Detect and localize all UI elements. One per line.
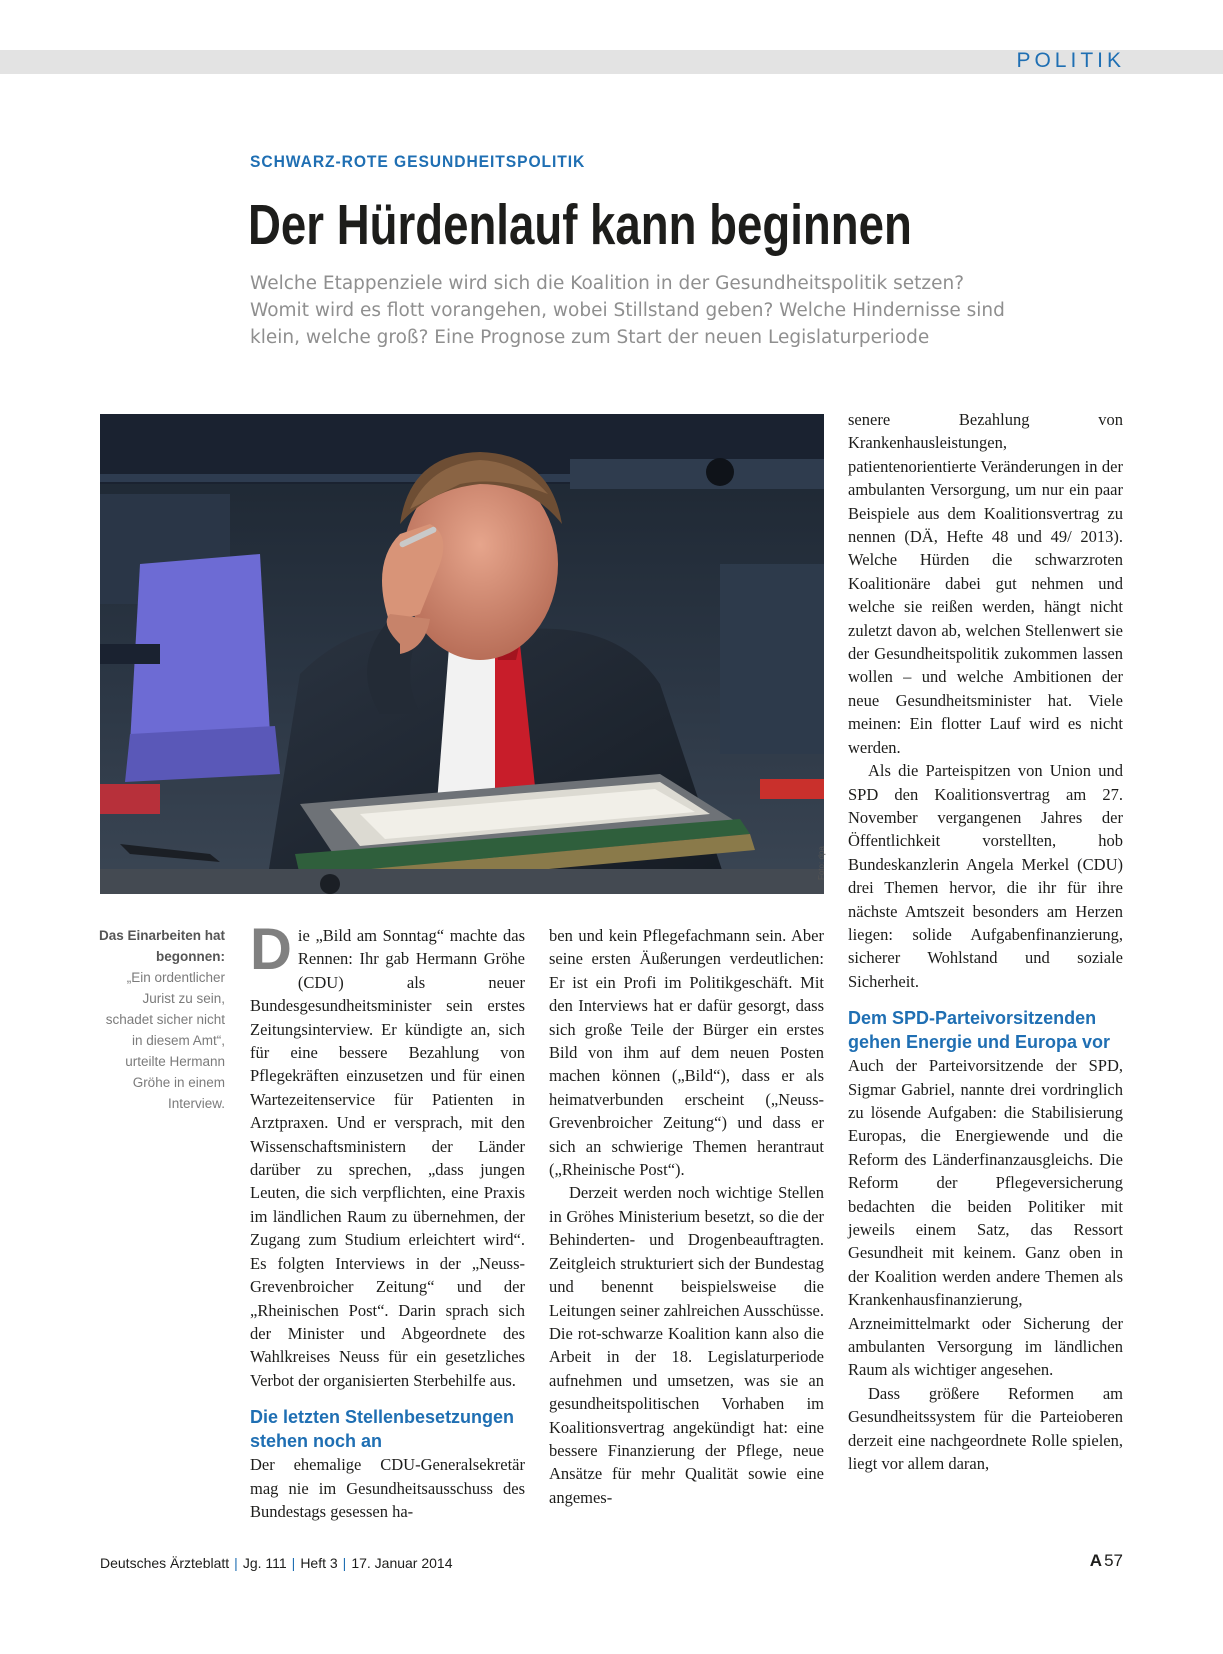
subheading	[848, 1007, 1123, 1054]
text-column-3	[848, 408, 1123, 1475]
article-kicker: SCHWARZ-ROTE GESUNDHEITSPOLITIK	[250, 152, 586, 171]
text-column-2	[549, 924, 824, 1509]
body-paragraph: ie „Bild am Sonntag“ machte das Rennen: Ihr gab Hermann Gröhe (CDU) als neuer Bundesgesundheitsminister sein erstes Zeitungsinterview. Er kündigte an, sich für eine bessere Bezahlung von Pflegekräften einzusetzen und für einen Wartezeitenservice für Patienten in Arztpraxen. Und er versprach, mit den Wissenschaftsministern der Länder darüber zu sprechen, „dass jungen Leuten, die sich verpflichten, eine Praxis im ländlichen Raum zu übernehmen, der Zugang zum Studium erleichtert wird“. Es folgten Interviews in der „Neuss-Grevenbroicher Zeitung“ und der „Rheinischen Post“. Darin sprach sich der Minister und Abgeordnete des Wahlkreises Neuss für ein gesetzliches Verbot der organisierten Sterbehilfe aus.	[250, 926, 525, 1390]
body-paragraph: Der ehemalige CDU-Generalsekretär mag nie im Gesundheitsausschuss des Bundestags gesessen ha-	[250, 1455, 525, 1521]
body-paragraph: senere Bezahlung von Krankenhausleistungen, patientenorientierte Veränderungen in der ambulanten Versorgung, um nur ein paar Beispiele aus dem Koalitionsvertrag zu nennen (DÄ, Hefte 48 und 49/ 2013). Welche Hürden die schwarzroten Koalitionäre dabei gut nehmen und welche sie reißen werden, hängt nicht zuletzt davon ab, welchen Stellenwert sie der Gesundheitspolitik zukommen lassen wollen – und welche Ambitionen der neue Gesundheitsminister hat. Viele meinen: Ein flotter Lauf wird es nicht werden.	[848, 410, 1123, 757]
subheading-line: gehen Energie und Europa vor	[848, 1031, 1111, 1052]
footer-separator: |	[291, 1555, 296, 1571]
subheading	[250, 1406, 525, 1453]
issue: Heft 3	[300, 1555, 338, 1571]
publication-name: Deutsches Ärzteblatt	[100, 1555, 230, 1571]
body-paragraph: ben und kein Pflegefachmann sein. Aber seine ersten Äußerungen verdeutlichen: Er ist ein Profi im Politikgeschäft. Mit den Interviews hat er dafür gesorgt, dass sich große Teile der Bürger ein erstes Bild von ihm auf dem neuen Posten machen können („Bild“), dass er als heimatverbunden erscheint („Neuss-Grevenbroicher Zeitung“) und dass er sich an schwierige Themen herantraut („Rheinische Post“).	[549, 926, 824, 1180]
text-column-1	[250, 917, 525, 1523]
caption-title: Das Einarbeiten hat begonnen:	[98, 928, 225, 964]
lead-line: Welche Etappenziele wird sich die Koalition in der Gesundheitspolitik setzen?	[250, 273, 965, 294]
body-paragraph: Als die Parteispitzen von Union und SPD den Koalitionsvertrag am 27. November vergangenen Jahres der Öffentlichkeit vorstellten, hob Bundeskanzlerin Angela Merkel (CDU) drei Themen hervor, die ihr für ihre nächste Amtszeit besonders am Herzen liegen: solide Aufgabenfinanzierung, sicherer Wohlstand und soziale Sicherheit.	[848, 761, 1123, 991]
subheading-line: stehen noch an	[250, 1430, 383, 1451]
article-photo	[100, 414, 824, 894]
drop-cap: D	[250, 917, 292, 982]
caption-text: „Ein ordentlicher Jurist zu sein, schadet sicher nicht in diesem Amt“, urteilte Hermann Gröhe in einem Interview.	[105, 970, 225, 1111]
subheading-line: Die letzten Stellenbesetzungen	[250, 1407, 515, 1428]
page-number	[1090, 1551, 1123, 1571]
body-paragraph: Derzeit werden noch wichtige Stellen in Gröhes Ministerium besetzt, so die der Behinderten- und Drogenbeauftragten. Zeitgleich strukturiert sich der Bundestag und benennt beispielsweise die Leitungen seiner zahlreichen Ausschüsse. Die rot-schwarze Koalition kann also die Arbeit in der 18. Legislaturperiode aufnehmen und umsetzen, was sie an gesundheitspolitischen Vorhaben im Koalitionsvertrag angekündigt hat: eine bessere Finanzierung der Pflege, neue Ansätze für mehr Qualität sowie eine angemes-	[549, 1183, 824, 1507]
article-headline: Der Hürdenlauf kann beginnen	[248, 193, 912, 257]
page-number-value: 57	[1104, 1551, 1123, 1570]
article-lead	[250, 270, 1130, 351]
footer-separator: |	[234, 1555, 238, 1571]
body-paragraph: Auch der Parteivorsitzende der SPD, Sigmar Gabriel, nannte drei vordringlich zu lösende Aufgaben: die Stabilisierung Europas, die Energiewende und die Reform des Länderfinanzausgleichs. Die Reform der Pflegeversicherung bedachten die beiden Politiker mit jeweils einem Satz, das Ressort Gesundheit mit keinem. Ganz oben in der Koalition werden andere Themen als Krankenhausfinanzierung, Arzneimittelmarkt oder Sicherung der ambulanten Versorgung im ländlichen Raum als wichtiger angesehen.	[848, 1056, 1123, 1380]
page-prefix: A	[1089, 1551, 1103, 1570]
section-label: POLITIK	[1016, 49, 1125, 72]
body-paragraph: Dass größere Reformen am Gesundheitssystem für die Parteioberen derzeit eine nachgeordnete Rolle spielen, liegt vor allem daran,	[848, 1383, 1123, 1474]
issue-date: 17. Januar 2014	[351, 1555, 453, 1571]
lead-line: klein, welche groß? Eine Prognose zum Start der neuen Legislaturperiode	[250, 327, 930, 348]
volume: Jg. 111	[242, 1555, 287, 1571]
photo-credit: Foto: dpa	[817, 846, 826, 880]
photo-caption	[92, 925, 225, 1114]
lead-line: Womit wird es flott vorangehen, wobei Stillstand geben? Welche Hindernisse sind	[250, 300, 1005, 321]
subheading-line: Dem SPD-Parteivorsitzenden	[848, 1008, 1097, 1029]
page-footer	[100, 1555, 453, 1571]
footer-separator: |	[342, 1555, 347, 1571]
